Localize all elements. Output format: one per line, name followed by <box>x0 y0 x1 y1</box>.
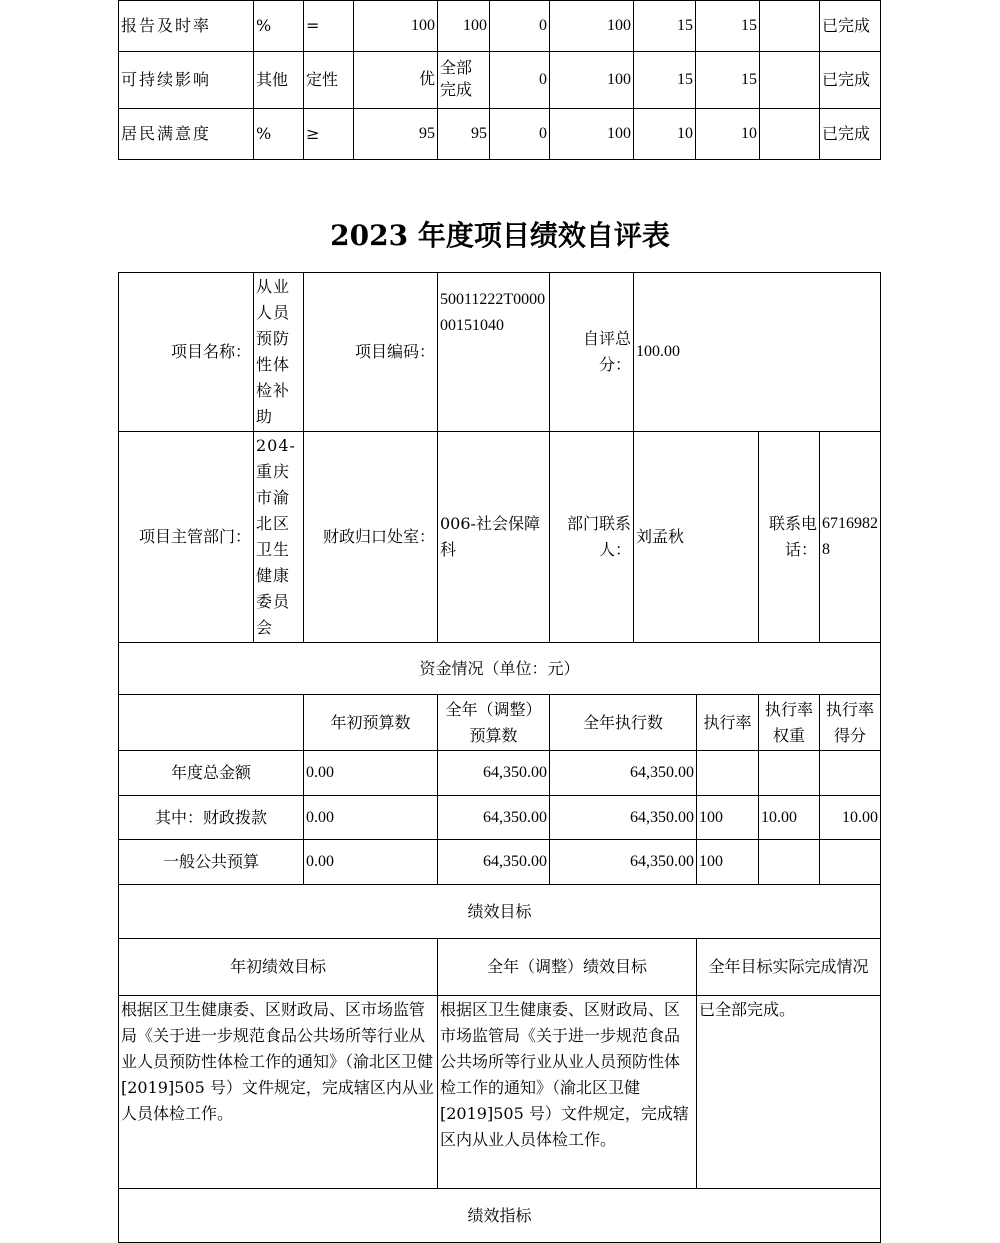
indicator-actual: 全部完成 <box>438 52 490 109</box>
dept: 204-重庆市渝北区卫生健康委员会 <box>254 432 304 643</box>
page-title: 2023 年度项目绩效自评表 <box>330 219 670 252</box>
dept-info-row <box>119 432 881 643</box>
funds-row-weight: 10.00 <box>759 796 820 840</box>
goals-header-adjusted: 全年（调整）绩效目标 <box>438 939 697 996</box>
indicator-status: 已完成 <box>820 52 881 109</box>
indicator-operator: ≥ <box>304 109 354 160</box>
indicator-name: 居民满意度 <box>119 109 254 160</box>
indicator-reason <box>760 1 820 52</box>
funds-row-adjusted: 64,350.00 <box>438 840 550 885</box>
indicator-deviation: 0 <box>490 52 550 109</box>
contact: 刘孟秋 <box>634 432 759 643</box>
indicator-score: 10 <box>696 109 760 160</box>
phone-label: 联系电话： <box>759 432 820 643</box>
indicators-section-row <box>119 1189 881 1243</box>
funds-row-rate: 100 <box>697 796 759 840</box>
project-code: 50011222T000000151040 <box>438 273 550 432</box>
funds-row-label: 年度总金额 <box>119 751 304 796</box>
indicator-weight: 15 <box>634 1 696 52</box>
goals-content-row <box>119 996 881 1189</box>
self-score: 100.00 <box>634 273 881 432</box>
funds-row-rate: 100 <box>697 840 759 885</box>
goals-initial: 根据区卫生健康委、区财政局、区市场监管局《关于进一步规范食品公共场所等行业从业人员预防性体检工作的通知》（渝北区卫健[2019]505 号）文件规定，完成辖区内从业人员体检工作。 <box>119 996 438 1189</box>
indicator-score-rate: 100 <box>550 109 634 160</box>
indicator-reason <box>760 52 820 109</box>
dept-label: 项目主管部门： <box>119 432 254 643</box>
indicator-score-rate: 100 <box>550 1 634 52</box>
project-name-label: 项目名称： <box>119 273 254 432</box>
project-name: 从业人员预防性体检补助 <box>254 273 304 432</box>
funds-row-adjusted: 64,350.00 <box>438 751 550 796</box>
indicator-actual: 95 <box>438 109 490 160</box>
indicator-operator: = <box>304 1 354 52</box>
indicators-section-title: 绩效指标 <box>119 1189 881 1243</box>
indicator-name: 可持续影响 <box>119 52 254 109</box>
funds-row-initial: 0.00 <box>304 751 438 796</box>
indicator-weight: 15 <box>634 52 696 109</box>
funds-row <box>119 751 881 796</box>
indicator-score-rate: 100 <box>550 52 634 109</box>
funds-row-executed: 64,350.00 <box>550 840 697 885</box>
goals-header-initial: 年初绩效目标 <box>119 939 438 996</box>
funds-row <box>119 840 881 885</box>
indicator-unit: 其他 <box>254 52 304 109</box>
goals-header-actual: 全年目标实际完成情况 <box>697 939 881 996</box>
funds-row-adjusted: 64,350.00 <box>438 796 550 840</box>
indicator-score: 15 <box>696 1 760 52</box>
indicator-target: 100 <box>354 1 438 52</box>
project-code-label: 项目编码： <box>304 273 438 432</box>
funds-header-row <box>119 695 881 751</box>
goals-actual: 已全部完成。 <box>697 996 881 1189</box>
indicator-reason <box>760 109 820 160</box>
funds-section-title: 资金情况（单位：元） <box>119 643 881 695</box>
finance-office-label: 财政归口处室： <box>304 432 438 643</box>
funds-row-weight <box>759 751 820 796</box>
funds-row-label: 一般公共预算 <box>119 840 304 885</box>
self-evaluation-table <box>118 272 881 1243</box>
goals-section-row <box>119 885 881 939</box>
self-score-label: 自评总分： <box>550 273 634 432</box>
goals-adjusted: 根据区卫生健康委、区财政局、区市场监管局《关于进一步规范食品公共场所等行业从业人员预防性体检工作的通知》（渝北区卫健[2019]505 号）文件规定，完成辖区内从业人员体检工作。 <box>438 996 697 1189</box>
indicator-unit: % <box>254 109 304 160</box>
funds-section-row <box>119 643 881 695</box>
funds-header-initial: 年初预算数 <box>304 695 438 751</box>
indicator-actual: 100 <box>438 1 490 52</box>
funds-row-initial: 0.00 <box>304 840 438 885</box>
funds-row-label: 其中：财政拨款 <box>119 796 304 840</box>
contact-label: 部门联系人： <box>550 432 634 643</box>
indicator-row <box>119 1 881 52</box>
funds-header-executed: 全年执行数 <box>550 695 697 751</box>
funds-row-weight <box>759 840 820 885</box>
goals-section-title: 绩效目标 <box>119 885 881 939</box>
indicator-weight: 10 <box>634 109 696 160</box>
funds-row-score: 10.00 <box>820 796 881 840</box>
funds-row-initial: 0.00 <box>304 796 438 840</box>
indicator-target: 优 <box>354 52 438 109</box>
indicator-status: 已完成 <box>820 109 881 160</box>
project-info-row <box>119 273 881 432</box>
funds-row <box>119 796 881 840</box>
indicator-operator: 定性 <box>304 52 354 109</box>
phone: 67169828 <box>820 432 881 643</box>
funds-row-executed: 64,350.00 <box>550 751 697 796</box>
indicator-name: 报告及时率 <box>119 1 254 52</box>
funds-header-blank <box>119 695 304 751</box>
funds-header-rate: 执行率 <box>697 695 759 751</box>
funds-row-rate <box>697 751 759 796</box>
indicator-deviation: 0 <box>490 1 550 52</box>
finance-office: 006-社会保障科 <box>438 432 550 643</box>
indicator-table-continued <box>118 0 881 160</box>
indicator-deviation: 0 <box>490 109 550 160</box>
goals-header-row <box>119 939 881 996</box>
indicator-status: 已完成 <box>820 1 881 52</box>
funds-header-score: 执行率得分 <box>820 695 881 751</box>
indicator-row <box>119 109 881 160</box>
indicator-row <box>119 52 881 109</box>
indicator-score: 15 <box>696 52 760 109</box>
funds-row-score <box>820 840 881 885</box>
funds-header-adjusted: 全年（调整）预算数 <box>438 695 550 751</box>
indicator-target: 95 <box>354 109 438 160</box>
indicator-unit: % <box>254 1 304 52</box>
funds-header-weight: 执行率权重 <box>759 695 820 751</box>
funds-row-executed: 64,350.00 <box>550 796 697 840</box>
funds-row-score <box>820 751 881 796</box>
